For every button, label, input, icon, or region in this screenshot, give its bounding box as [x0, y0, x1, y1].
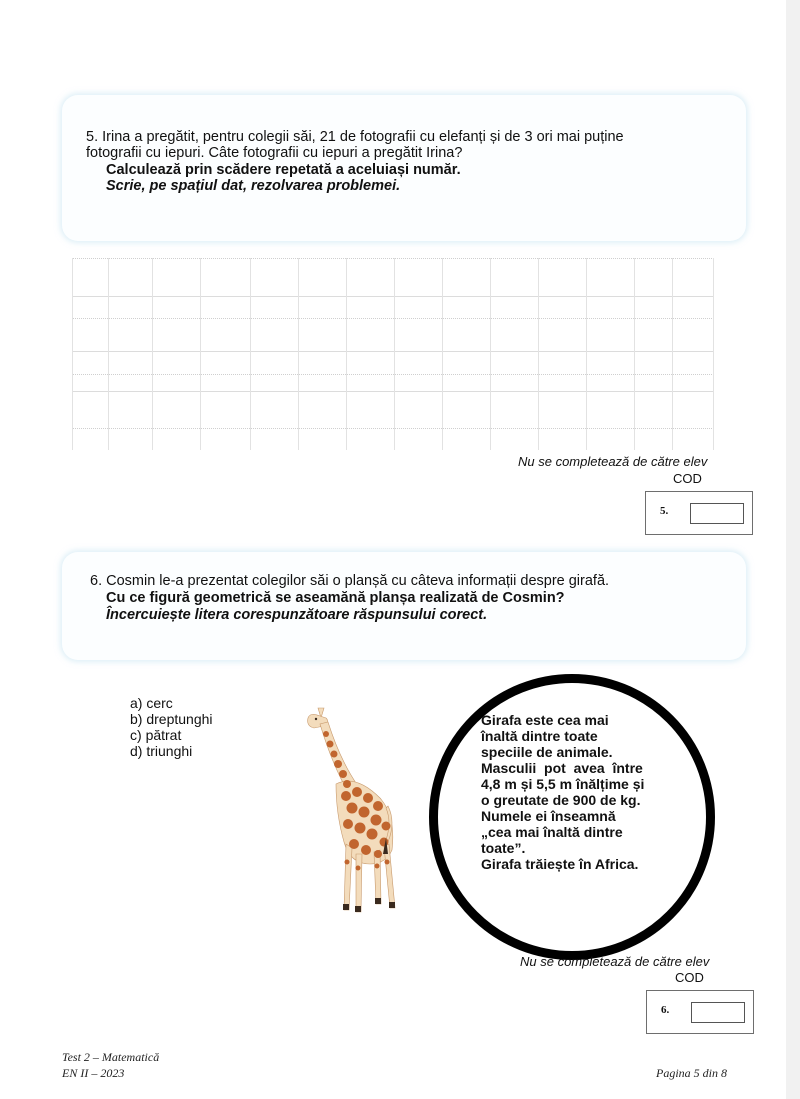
footer-test-name: Test 2 – Matematică [62, 1050, 160, 1064]
option-letter: b) [130, 711, 143, 727]
answer-grid[interactable] [72, 258, 714, 450]
grading-note-5: Nu se completează de către elev [518, 454, 708, 469]
grid-line [72, 258, 73, 450]
grid-line [298, 258, 299, 450]
grid-line [346, 258, 347, 450]
option-text: pătrat [145, 727, 182, 743]
option-text: dreptunghi [146, 711, 213, 727]
option-letter: a) [130, 695, 143, 711]
grid-line [72, 428, 714, 429]
grid-line [72, 351, 714, 352]
option-text: triunghi [146, 743, 193, 759]
poster-line: Girafa este cea mai [481, 712, 609, 728]
option-letter: c) [130, 727, 142, 743]
q5-instruction-write: Scrie, pe spațiul dat, rezolvarea problemei. [106, 178, 401, 194]
grid-line [394, 258, 395, 450]
score-box-6 [646, 990, 754, 1034]
poster-line: toate”. [481, 840, 526, 856]
q5-statement-line2: fotografii cu iepuri. Câte fotografii cu iepuri a pregătit Irina? [86, 145, 463, 161]
grid-line [713, 258, 714, 450]
score-field-6[interactable] [691, 1002, 745, 1023]
grid-line [152, 258, 153, 450]
poster-line: 4,8 m și 5,5 m înălțime și [481, 776, 645, 792]
option-b[interactable] [130, 711, 213, 727]
grid-line [442, 258, 443, 450]
grid-line [250, 258, 251, 450]
q5-statement-line1: 5. Irina a pregătit, pentru colegii săi, 21 de fotografii cu elefanți și de 3 ori mai puține [86, 129, 624, 145]
grid-line [72, 258, 714, 259]
q6-statement: 6. Cosmin le-a prezentat colegilor săi o planșă cu câteva informații despre girafă. [90, 573, 610, 589]
scan-edge [786, 0, 800, 1099]
option-d[interactable] [130, 743, 192, 759]
poster-line: o greutate de 900 de kg. [481, 792, 641, 808]
giraffe-illustration [296, 704, 416, 916]
footer-page-number: Pagina 5 din 8 [656, 1066, 727, 1080]
score-field-5[interactable] [690, 503, 744, 524]
poster-line: înaltă dintre toate [481, 728, 598, 744]
grid-line [72, 391, 714, 392]
score-number-5: 5. [660, 505, 669, 517]
q6-instruction-circle: Încercuiește litera corespunzătoare răspunsului corect. [106, 607, 488, 623]
option-text: cerc [146, 695, 173, 711]
grading-note-6: Nu se completează de către elev [520, 954, 710, 969]
footer-exam-name: EN II – 2023 [62, 1066, 125, 1080]
option-c[interactable] [130, 727, 181, 743]
cod-label-6: COD [675, 970, 704, 985]
poster-line: Numele ei înseamnă [481, 808, 616, 824]
q5-instruction: Calculează prin scădere repetată a aceluiași număr. [106, 162, 461, 178]
poster-line: Girafa trăiește în Africa. [481, 856, 639, 872]
score-number-6: 6. [661, 1004, 670, 1016]
grid-line [490, 258, 491, 450]
grid-line [586, 258, 587, 450]
grid-line [72, 318, 714, 319]
grid-line [108, 258, 109, 450]
grid-line [72, 374, 714, 375]
grid-line [634, 258, 635, 450]
grid-line [72, 296, 714, 297]
option-letter: d) [130, 743, 143, 759]
grid-line [200, 258, 201, 450]
option-a[interactable] [130, 695, 173, 711]
grid-line [672, 258, 673, 450]
score-box-5 [645, 491, 753, 535]
poster-line: „cea mai înaltă dintre [481, 824, 623, 840]
cod-label-5: COD [673, 471, 702, 486]
poster-line: Masculii pot avea între [481, 760, 643, 776]
question-6-box [62, 552, 746, 660]
poster-line: speciile de animale. [481, 744, 613, 760]
q6-instruction: Cu ce figură geometrică se aseamănă planșa realizată de Cosmin? [106, 590, 565, 606]
grid-line [538, 258, 539, 450]
